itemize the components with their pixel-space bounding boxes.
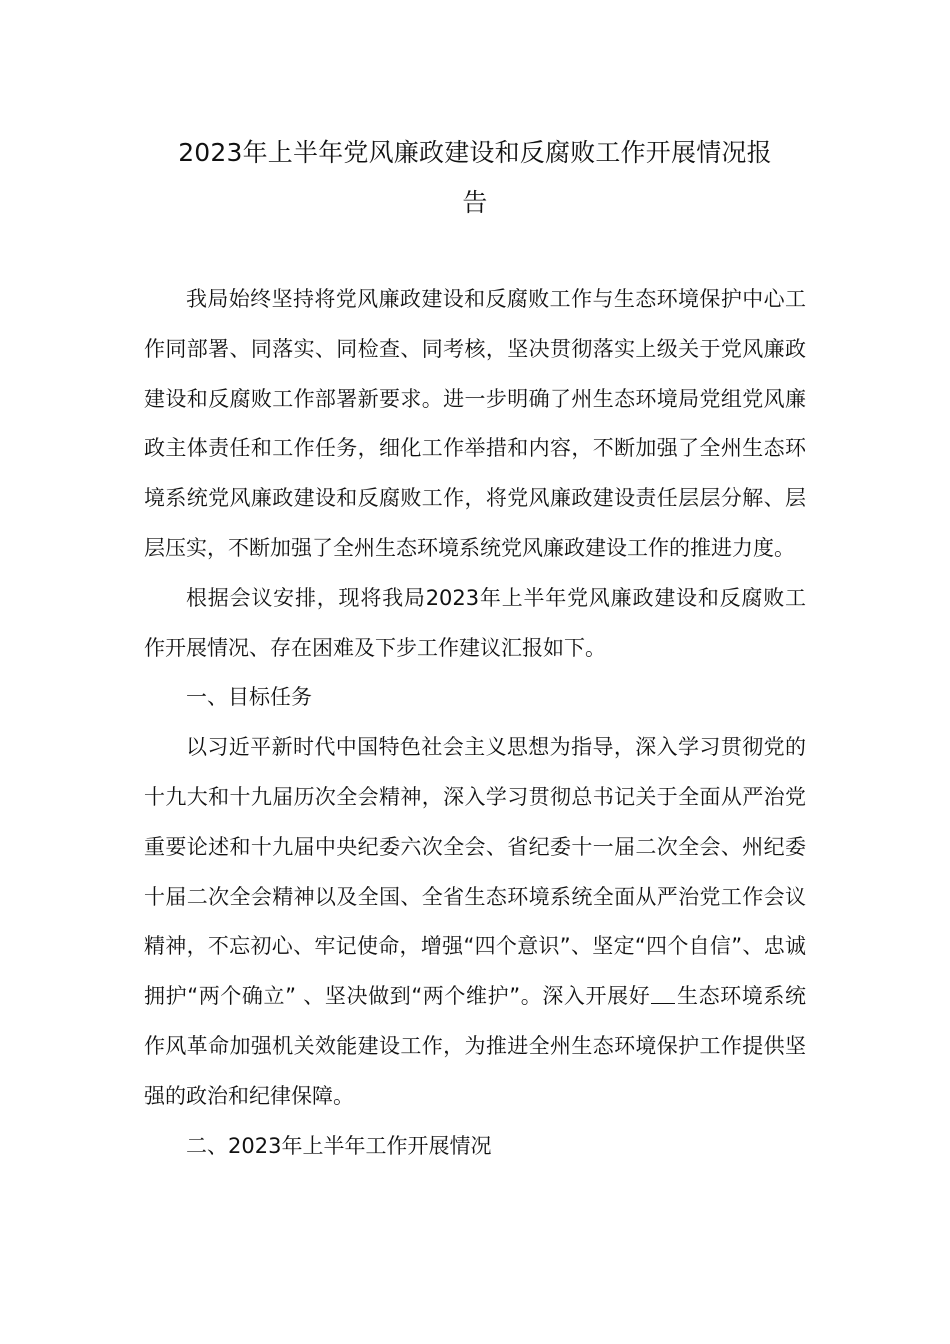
section-heading-first-half-work: 二、2023年上半年工作开展情况 [186, 1133, 492, 1158]
paragraph-goals-text-start: 以习近平新时代中国特色社会主义思想为指导，深入学习贯彻党的十九大和十九届历次全会精神，深入学习贯彻总书记关于全面从严治党重要论述和十九届中央纪委六次全会、省纪委十一届二次全会、州纪委十届二次全会精神以及全国、全省生态环境系统全面从严治党工作会议精神，不忘初心、牢记使命，增强“四个意识”、坚定“四个自信”、忠诚拥护“两个确立” 、坚决做到“两个维护”。深入开展好 [144, 735, 806, 1009]
section-heading-goals: 一、目标任务 [186, 685, 312, 710]
paragraph-intro: 我局始终坚持将党风廉政建设和反腐败工作与生态环境保护中心工作同部署、同落实、同检查、同考核，坚决贯彻落实上级关于党风廉政建设和反腐败工作部署新要求。进一步明确了州生态环境局党组党风廉政主体责任和工作任务，细化工作举措和内容，不断加强了全州生态环境系统党风廉政建设和反腐败工作，将党风廉政建设责任层层分解、层层压实，不断加强了全州生态环境系统党风廉政建设工作的推进力度。 [144, 287, 806, 560]
underlined-blank [651, 983, 675, 1004]
paragraph-goals [144, 723, 806, 1121]
paragraph-report-purpose: 根据会议安排，现将我局2023年上半年党风廉政建设和反腐败工作开展情况、存在困难及下步工作建议汇报如下。 [144, 585, 806, 660]
document-title-line-2: 告 [462, 188, 488, 217]
document-title-line-1: 2023年上半年党风廉政建设和反腐败工作开展情况报 [178, 138, 772, 167]
document-body [144, 275, 806, 1171]
paragraph-goals-text-end: 生态环境系统作风革命加强机关效能建设工作，为推进全州生态环境保护工作提供坚强的政治和纪律保障。 [144, 984, 806, 1108]
